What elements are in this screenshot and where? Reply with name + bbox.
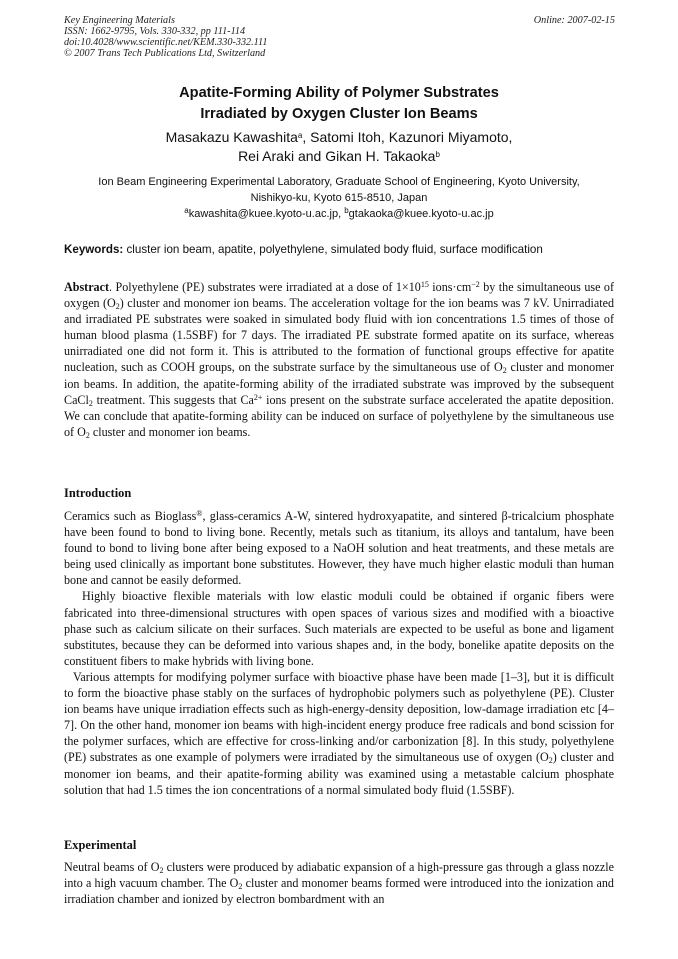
keywords-text: cluster ion beam, apatite, polyethylene, simulated body fluid, surface modification [123,243,543,256]
author-list [0,128,678,166]
abstract [64,279,614,440]
experimental-heading: Experimental [64,838,137,852]
email-link: gtakaoka@kuee.kyoto-u.ac.jp [348,208,494,220]
abstract-paragraph: Abstract. Polyethylene (PE) substrates were irradiated at a dose of $1\times 10^{15}$ $ions\cdot cm^{-2}$ by the simultaneous use of oxygen $(O_2)$ cluster and monomer ion beams. The acceleration voltage for the ion beams was 7 kV. Unirradiated and irradiated PE substrates were soaked in simulated body fluid with ion concentrations 1.5 times of those of human blood plasma (1.5SBF) for 7 days. The irradiated PE substrate formed apatite on its surface, whereas unirradiated one did not form it. This is attributed to the formation of functional groups effective for apatite nucleation, such as COOH groups, on the substrate surface by the simultaneous use of $O_2$ cluster and monomer ion beams. In addition, the apatite-forming ability of the irradiated substrate was improved by the subsequent CaCl$_2$ treatment. This suggests that $Ca^{2+}$ ions present on the substrate surface accelerated the apatite deposition. We can conclude that apatite-forming ability can be induced on surface of polyethylene by the simultaneous use of $O_2$ cluster and monomer ion beams. [64,280,614,440]
journal-name: Key Engineering Materials [64,15,175,26]
author-affil-sup: a [297,131,303,140]
intro-paragraph-2: Highly bioactive flexible materials with low elastic moduli could be obtained if organic fibers were fabricated into three-dimensional structures with open spaces of various sizes and modified with a bioactive phase such as calcium silicate on their surfaces. Such materials are expected to be useful as bone and ligament substitutes, because they can be deformed into various shapes and, in the body, bonelike apatite deposits on the constituent fibers to make hybrids with living bone. [64,589,614,668]
experimental-paragraph: Neutral beams of $O_2$ clusters were produced by adiabatic expansion of a high-pressure gas through a glass nozzle into a high vacuum chamber. The $O_2$ cluster and monomer beams formed were introduced into the ionization and irradiation chamber and ionized by electron bombardment with an [64,860,614,907]
author-names: , Satomi Itoh, Kazunori Miyamoto, [302,129,513,145]
issn-line: ISSN: 1662-9795, Vols. 330-332, pp 111-114 [64,26,246,37]
author-emails [0,208,678,220]
experimental-body [64,859,614,907]
copyright-line: © 2007 Trans Tech Publications Ltd, Switzerland [64,48,266,59]
introduction-heading: Introduction [64,486,132,500]
journal-header [64,15,267,59]
affiliation [0,174,678,206]
doi-line: doi:10.4028/www.scientific.net/KEM.330-332.111 [64,37,268,48]
keywords-label: Keywords: [64,243,124,256]
title-line-1: Apatite-Forming Ability of Polymer Substrates [179,85,499,101]
keywords [64,243,614,256]
email-sup: b [344,206,349,215]
intro-paragraph-3: Various attempts for modifying polymer surface with bioactive phase have been made [1–3], but it is difficult to form the bioactive phase stably on the surfaces of hydrophobic polymers such as polyethylene (PE). Cluster ion beams have unique irradiation effects such as high-energy-density deposition, low-damage irradiation etc [4–7]. On the other hand, monomer ion beams with high-incident energy produce free radicals and bond scission for the polymer surfaces, which are effective for cross-linking and/or carbonization [8]. In this study, polyethylene (PE) substrates as one example of polymers were irradiated by the simultaneous use of oxygen $(O_2)$ cluster and monomer ion beams, and their apatite-forming ability was examined using a metastable calcium phosphate solution that had 1.5 times the ion concentrations of a normal simulated body fluid (1.5SBF). [64,669,614,797]
paper-title [0,83,678,125]
email-sup: a [184,206,189,215]
author-affil-sup: b [435,150,440,159]
title-line-2: Irradiated by Oxygen Cluster Ion Beams [200,106,478,122]
authors-line-2 [0,147,678,166]
intro-paragraph-1: Ceramics such as Bioglass®, glass-ceramics A-W, sintered hydroxyapatite, and sintered β-tricalcium phosphate have been found to bond to living bone. Recently, metals such as titanium, its alloys and tantalum, have been found to bond to living bone after being exposed to a NaOH solution and heat treatments, and these metals are being used clinically as important bone substitutes. However, they have much higher elastic moduli than human bone and cannot be easily deformed. [64,509,614,588]
introduction-body [64,508,614,798]
abstract-label: Abstract [64,280,110,294]
author-name: Masakazu Kawashita [165,129,298,145]
author-names: Rei Araki and Gikan H. Takaoka [238,148,436,164]
authors-line-1 [0,128,678,147]
online-date: Online: 2007-02-15 [533,15,615,26]
email-link: kawashita@kuee.kyoto-u.ac.jp, [188,208,345,220]
affiliation-line-2: Nishikyo-ku, Kyoto 615-8510, Japan [250,192,428,204]
affiliation-line-1: Ion Beam Engineering Experimental Laboratory, Graduate School of Engineering, Kyoto University, [98,176,580,188]
